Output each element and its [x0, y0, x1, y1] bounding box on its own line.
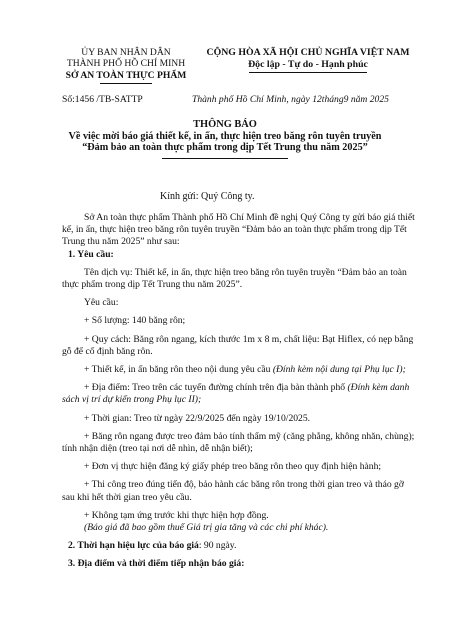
requirement-design	[62, 364, 416, 376]
title-underline	[162, 158, 288, 159]
requirement-quantity: + Số lượng: 140 băng rôn;	[84, 315, 186, 327]
title-subject-line-2: “Đảm bảo an toàn thực phẩm trong dịp Tết Trung thu năm 2025”	[82, 142, 368, 154]
authority-line-1: ỦY BAN NHÂN DÂN	[81, 47, 171, 58]
document-body	[62, 212, 416, 571]
country-name: CỘNG HÒA XÃ HỘI CHỦ NGHĨA VIỆT NAM	[206, 47, 410, 58]
design-reference: (Đính kèm nội dung tại Phụ lục I);	[272, 364, 406, 376]
motto-underline	[249, 72, 367, 73]
requirement-advance: + Không tạm ứng trước khi thực hiện hợp đồng.	[84, 509, 269, 521]
authority-underline	[100, 83, 152, 84]
section-2-value: : 90 ngày.	[198, 540, 237, 552]
greeting: Kính gửi: Quý Công ty.	[160, 191, 255, 202]
document-number: Số:1456 /TB-SATTP	[62, 94, 143, 105]
requirement-permit: + Đơn vị thực hiện đăng ký giấy phép treo băng rôn theo quy định hiện hành;	[84, 461, 382, 473]
requirement-time: + Thời gian: Treo từ ngày 22/9/2025 đến ngày 19/10/2025.	[84, 412, 311, 424]
authority-line-2: THÀNH PHỐ HỒ CHÍ MINH	[66, 58, 186, 70]
requirement-spec: + Quy cách: Băng rôn ngang, kích thước 1m x 8 m, chất liệu: Bạt Hiflex, có nẹp bằng gỗ để cố định băng rôn.	[62, 333, 414, 357]
requirement-quality: + Băng rôn ngang được treo đảm bảo tính thẩm mỹ (căng phẳng, không nhăn, chùng); tính nhận diện (treo tại nơi dễ nhìn, dễ nhận biết);	[62, 430, 415, 455]
price-note: (Báo giá đã bao gồm thuế Giá trị gia tăng và các chi phí khác).	[84, 522, 329, 534]
section-1-heading: 1. Yêu cầu:	[68, 248, 114, 260]
title-subject-line-1: Về việc mời báo giá thiết kế, in ấn, thực hiện treo băng rôn tuyên truyền	[68, 130, 382, 142]
section-2-heading: 2. Thời hạn hiệu lực của báo giá	[68, 540, 199, 552]
section-2	[68, 540, 416, 552]
location-text: + Địa điểm: Treo trên các tuyến đường chính trên địa bàn thành phố	[84, 382, 348, 394]
section-3-heading: 3. Địa điểm và thời điểm tiếp nhận báo giá:	[68, 558, 245, 570]
national-motto	[204, 47, 412, 73]
place-and-date: Thành phố Hồ Chí Minh, ngày 12tháng9 năm 2025	[192, 94, 389, 105]
title-main: THÔNG BÁO	[193, 119, 257, 130]
motto: Độc lập - Tự do - Hạnh phúc	[248, 59, 368, 70]
requirement-schedule: + Thi công treo đúng tiến độ, bảo hành các băng rôn trong thời gian treo và tháo gỡ sau khi hết thời gian treo yêu cầu.	[62, 479, 404, 503]
document-title	[40, 119, 410, 159]
issuing-authority	[52, 47, 200, 84]
service-name: Tên dịch vụ: Thiết kế, in ấn, thực hiện treo băng rôn tuyên truyền “Đảm bảo an toàn thực phẩm trong dịp Tết Trung thu năm 2025”.	[62, 266, 407, 291]
design-text: + Thiết kế, in ấn băng rôn theo nội dung yêu cầu	[84, 364, 273, 376]
authority-name: SỞ AN TOÀN THỰC PHẨM	[65, 69, 187, 81]
location-reference: (Đính kèm danh sách vị trí dự kiến trong Phụ lục II);	[62, 382, 410, 406]
intro-paragraph: Sở An toàn thực phẩm Thành phố Hồ Chí Minh đề nghị Quý Công ty gửi báo giá thiết kế, in ấn, thực hiện treo băng rôn tuyên truyền “Đảm bảo an toàn thực phẩm trong dịp Tết Trung thu năm 2025” như sau:	[62, 212, 415, 248]
requirement-location	[62, 382, 416, 406]
requirements-label: Yêu cầu:	[84, 297, 119, 309]
